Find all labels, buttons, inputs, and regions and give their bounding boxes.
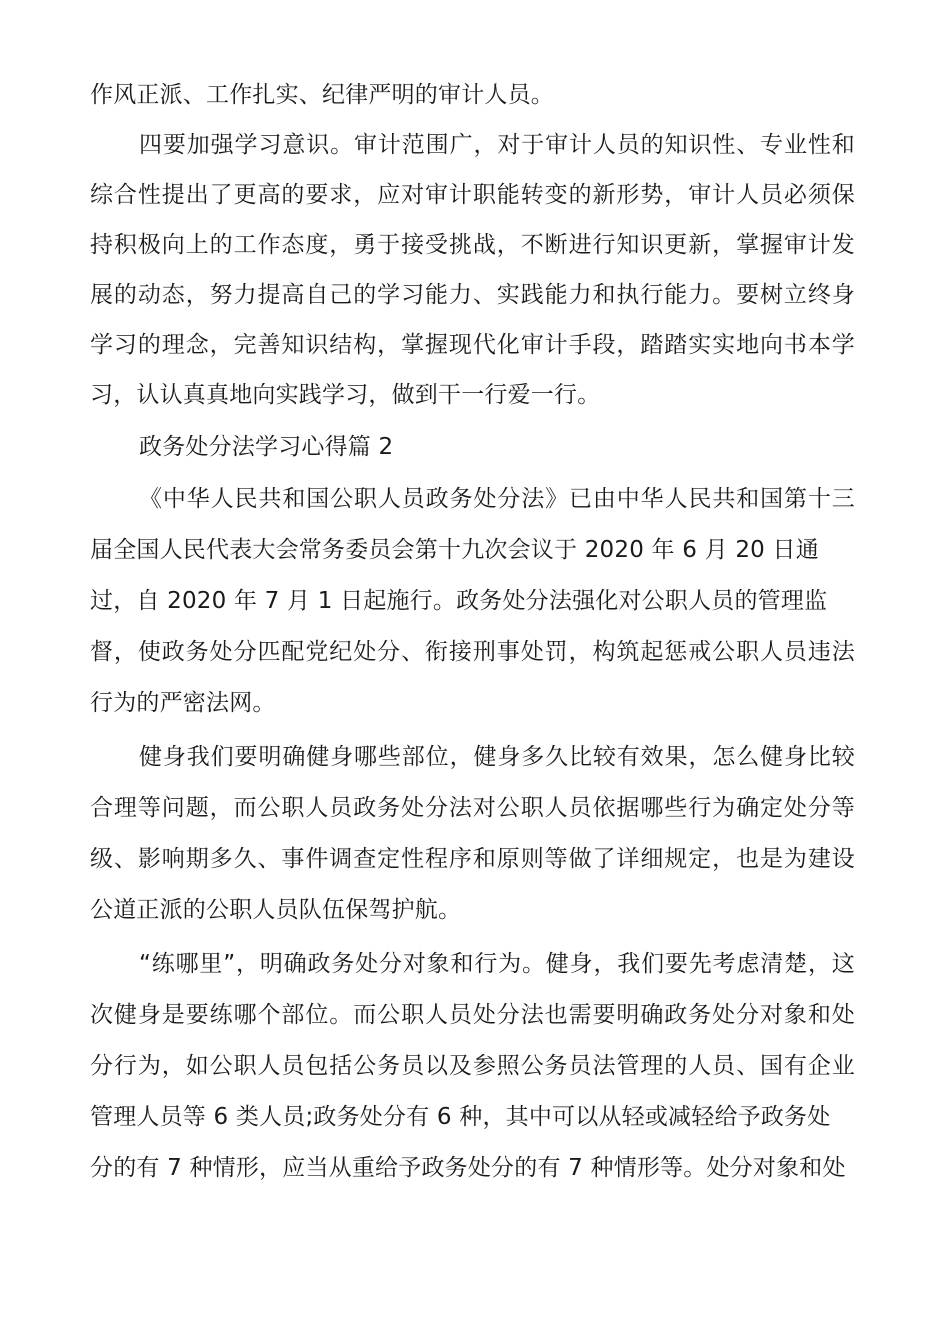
- text-line: 过，自 2020 年 7 月 1 日起施行。政务处分法强化对公职人员的管理监: [90, 588, 828, 614]
- section-heading: 政务处分法学习心得篇 2: [139, 434, 394, 460]
- text-line: 四要加强学习意识。审计范围广，对于审计人员的知识性、专业性和: [139, 132, 855, 158]
- text-line: 习，认认真真地向实践学习，做到干一行爱一行。: [90, 382, 601, 408]
- text-line: 持积极向上的工作态度，勇于接受挑战，不断进行知识更新，掌握审计发: [90, 232, 855, 258]
- text-line: 督，使政务处分匹配党纪处分、衔接刑事处罚，构筑起惩戒公职人员违法: [90, 639, 855, 665]
- text-line: 学习的理念，完善知识结构，掌握现代化审计手段，踏踏实实地向书本学: [90, 332, 855, 358]
- text-line: 《中华人民共和国公职人员政务处分法》已由中华人民共和国第十三: [139, 486, 855, 512]
- text-line: 健身我们要明确健身哪些部位，健身多久比较有效果，怎么健身比较: [139, 744, 855, 770]
- text-line: 管理人员等 6 类人员;政务处分有 6 种，其中可以从轻或减轻给予政务处: [90, 1104, 831, 1130]
- text-line: 次健身是要练哪个部位。而公职人员处分法也需要明确政务处分对象和处: [90, 1002, 855, 1028]
- text-line: 届全国人民代表大会常务委员会第十九次会议于 2020 年 6 月 20 日通: [90, 537, 819, 563]
- text-line: 分的有 7 种情形，应当从重给予政务处分的有 7 种情形等。处分对象和处: [90, 1155, 846, 1181]
- text-line: 作风正派、工作扎实、纪律严明的审计人员。: [90, 82, 554, 108]
- text-line: “练哪里”，明确政务处分对象和行为。健身，我们要先考虑清楚，这: [139, 951, 855, 977]
- text-line: 级、影响期多久、事件调查定性程序和原则等做了详细规定，也是为建设: [90, 846, 855, 872]
- text-line: 合理等问题，而公职人员政务处分法对公职人员依据哪些行为确定处分等: [90, 795, 855, 821]
- text-line: 综合性提出了更高的要求，应对审计职能转变的新形势，审计人员必须保: [90, 182, 855, 208]
- text-line: 展的动态，努力提高自己的学习能力、实践能力和执行能力。要树立终身: [90, 282, 855, 308]
- text-line: 分行为，如公职人员包括公务员以及参照公务员法管理的人员、国有企业: [90, 1053, 855, 1079]
- text-line: 行为的严密法网。: [90, 690, 276, 716]
- text-line: 公道正派的公职人员队伍保驾护航。: [90, 897, 462, 923]
